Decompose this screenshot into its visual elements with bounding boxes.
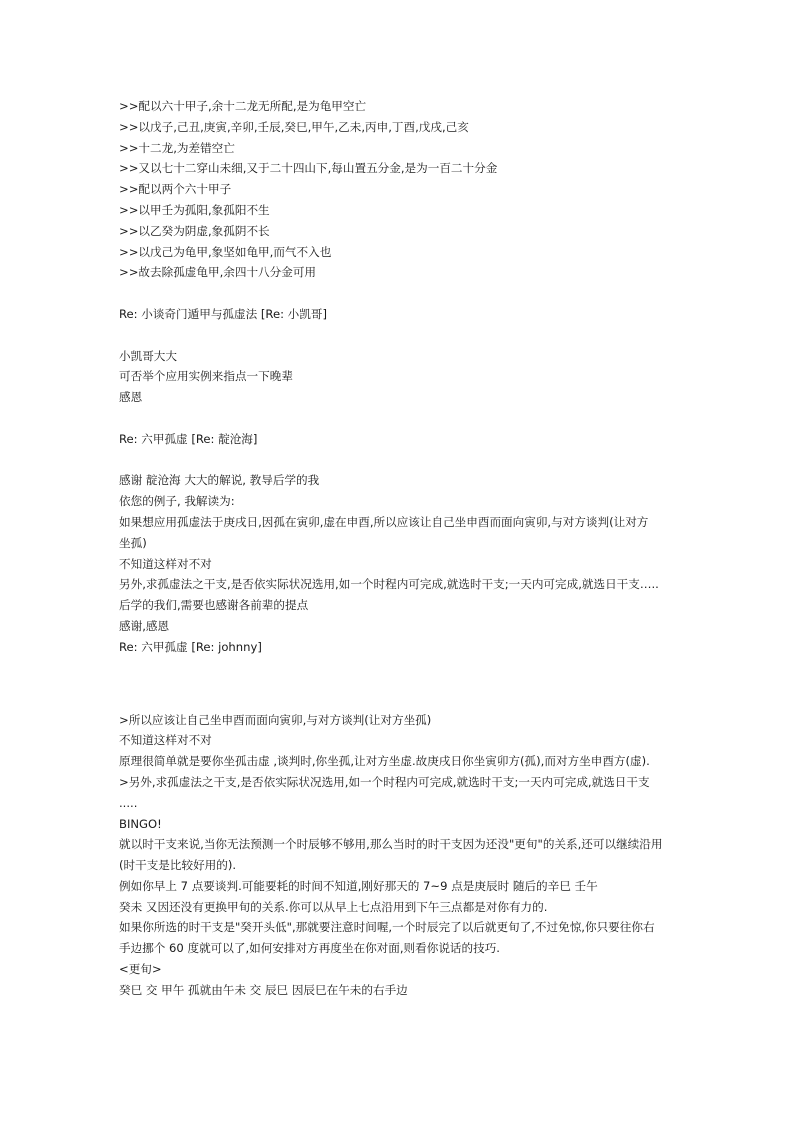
spacer: [119, 325, 679, 346]
post-line: 感谢,感恩: [119, 618, 170, 633]
quote-line: >>以戊子,己丑,庚寅,辛卯,壬辰,癸巳,甲午,乙未,丙申,丁酉,戊戌,己亥: [119, 119, 469, 134]
post-line: >所以应该让自己坐申酉而面向寅卯,与对方谈判(让对方坐孤): [119, 712, 432, 727]
quote-line: >>以乙癸为阴虚,象孤阴不长: [119, 223, 270, 238]
document-page: [119, 96, 679, 1001]
post-line: 可否举个应用实例来指点一下晚辈: [119, 369, 293, 384]
post-line: >另外,求孤虚法之干支,是否依实际状况选用,如一个时程内可完成,就选时干支;一天内可完成,就选日干支: [119, 774, 650, 789]
quote-line: >>十二龙,为差错空亡: [119, 140, 235, 155]
post-line: 就以时干支来说,当你无法预测一个时辰够不够用,那么当时的时干支因为还没"更旬"的关系,还可以继续沿用: [119, 837, 663, 852]
post-line: 不知道这样对不对: [119, 733, 212, 748]
post-line: 癸未 又因还没有更换甲旬的关系.你可以从早上七点沿用到下午三点都是对你有力的.: [119, 899, 548, 914]
spacer: [119, 658, 679, 710]
post-line: .....: [119, 795, 138, 810]
reply-heading: Re: 六甲孤虚 [Re: johnny]: [119, 639, 262, 654]
post-line: 原理很简单就是要你坐孤击虚 ,谈判时,你坐孤,让对方坐虚.故庚戌日你坐寅卯方(孤),而对方坐申酉方(虚).: [119, 754, 650, 769]
post-line: 感谢 靛沧海 大大的解说, 教导后学的我: [119, 473, 320, 488]
reply-heading: Re: 六甲孤虚 [Re: 靛沧海]: [119, 431, 258, 446]
quote-line: >>又以七十二穿山未细,又于二十四山下,每山置五分金,是为一百二十分金: [119, 161, 498, 176]
post-line: 例如你早上 7 点要谈判.可能要耗的时间不知道,刚好那天的 7~9 点是庚辰时 随后的辛巳 壬午: [119, 878, 598, 893]
post-line: 不知道这样对不对: [119, 556, 212, 571]
spacer: [119, 408, 679, 429]
quote-line: >>故去除孤虚龟甲,余四十八分金可用: [119, 265, 317, 280]
quote-block-kongwang: [119, 96, 679, 283]
spacer: [119, 283, 679, 304]
post-line: 如果你所选的时干支是"癸开头低",那就要注意时间喔,一个时辰完了以后就更旬了,不过免惊,你只要往你右: [119, 920, 655, 935]
post-line: 后学的我们,需要也感谢各前辈的提点: [119, 598, 309, 613]
post-body: [119, 470, 679, 636]
quote-line: >>配以六十甲子,余十二龙无所配,是为龟甲空亡: [119, 99, 367, 113]
quote-line: >>以甲壬为孤阳,象孤阳不生: [119, 202, 270, 217]
quote-line: >>以戊己为龟甲,象坚如龟甲,而气不入也: [119, 244, 332, 259]
post-body: [119, 710, 679, 1001]
post-line: 癸巳 交 甲午 孤就由午未 交 辰巳 因辰巳在午未的右手边: [119, 982, 408, 997]
post-line: 手边挪个 60 度就可以了,如何安排对方再度坐在你对面,则看你说话的技巧.: [119, 941, 500, 956]
post-line: 另外,求孤虚法之干支,是否依实际状况选用,如一个时程内可完成,就选时干支;一天内可完成,就选日干支…..: [119, 577, 659, 592]
quote-line: >>配以两个六十甲子: [119, 182, 232, 197]
post-line: 依您的例子, 我解读为:: [119, 494, 235, 509]
post-line: BINGO!: [119, 816, 162, 831]
reply-heading: Re: 小谈奇门遁甲与孤虚法 [Re: 小凯哥]: [119, 306, 327, 321]
post-line: <更旬>: [119, 962, 162, 977]
post-line: 小凯哥大大: [119, 348, 177, 363]
post-line: 坐孤): [119, 535, 147, 550]
post-line: 如果想应用孤虚法于庚戌日,因孤在寅卯,虚在申酉,所以应该让自己坐申酉而面向寅卯,与对方谈判(让对方: [119, 514, 649, 529]
post-line: 感恩: [119, 390, 143, 405]
post-line: (时干支是比较好用的).: [119, 858, 237, 873]
post-body: [119, 346, 679, 408]
spacer: [119, 450, 679, 471]
